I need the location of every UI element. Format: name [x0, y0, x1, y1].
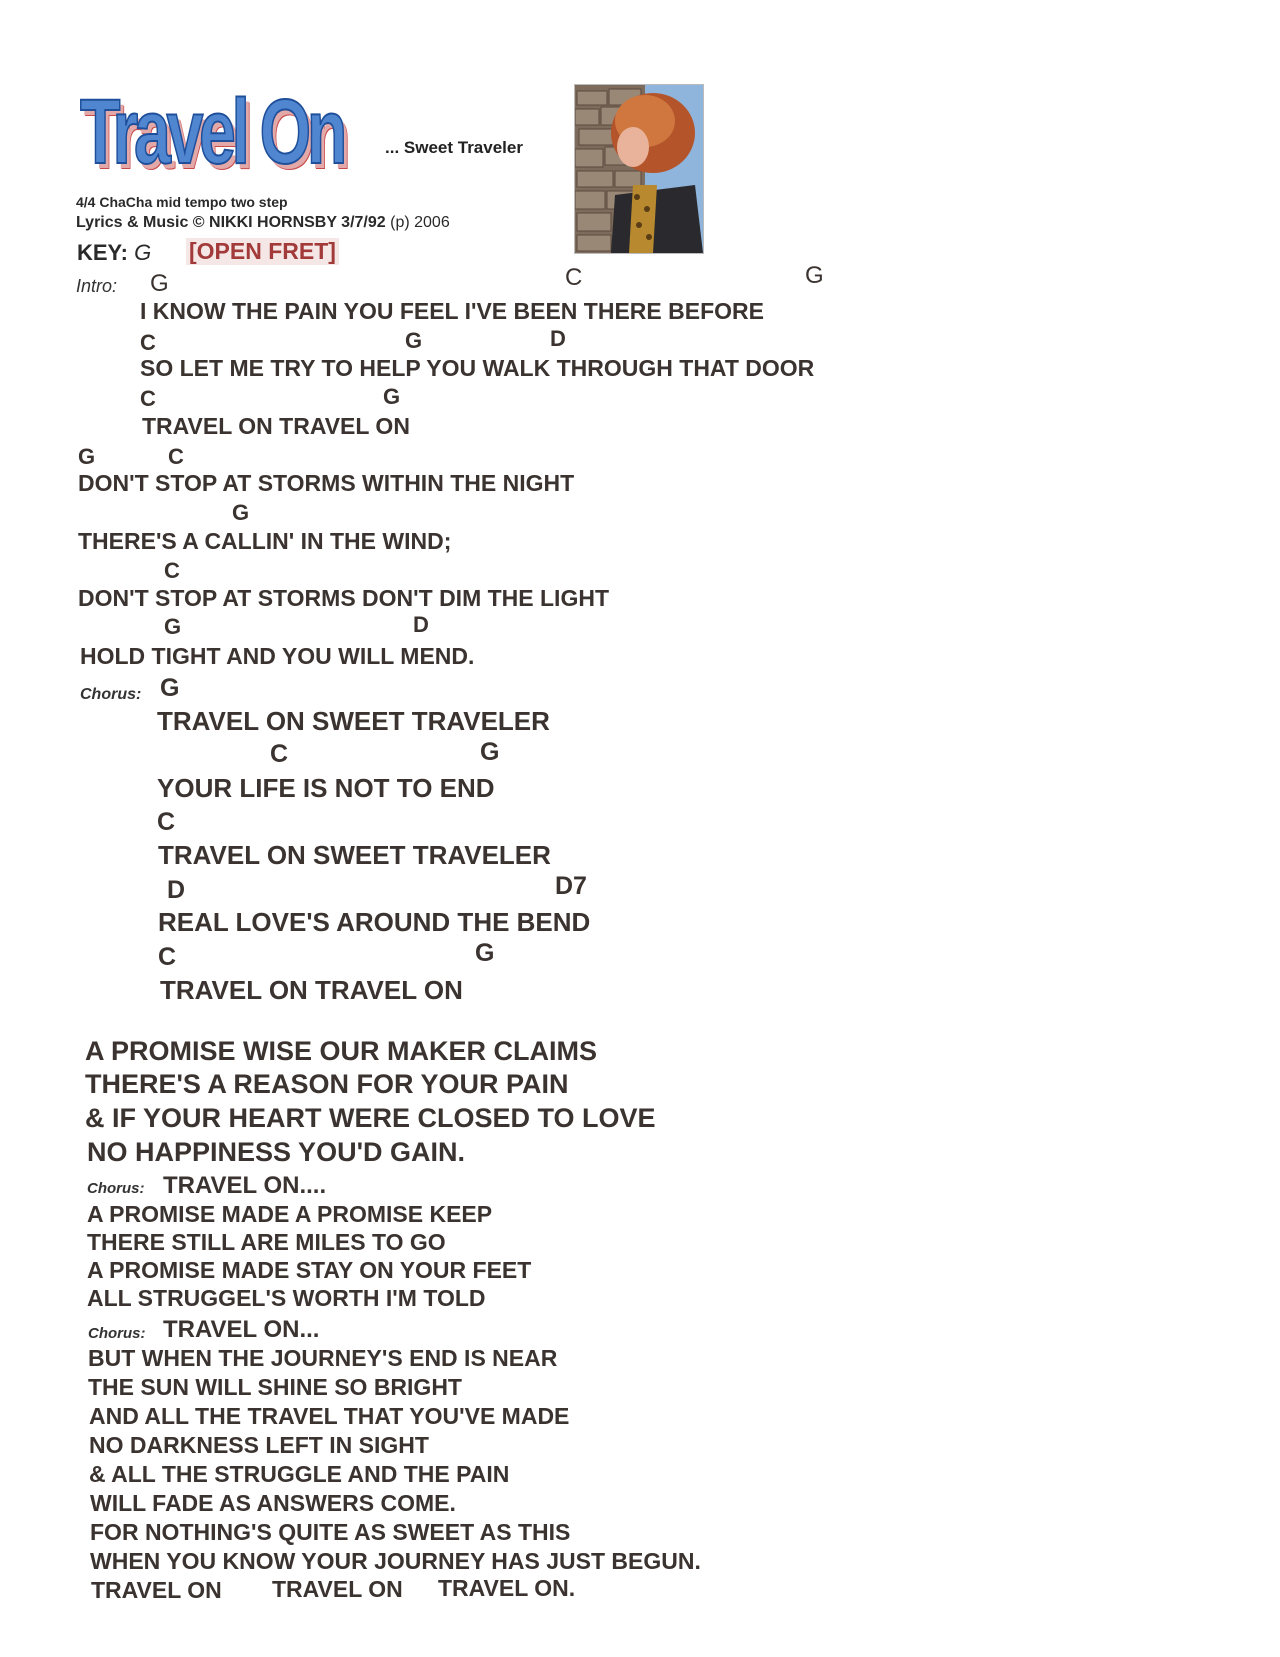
lyric-line: DON'T STOP AT STORMS DON'T DIM THE LIGHT	[78, 585, 609, 611]
chord: C	[270, 740, 289, 768]
chord: C	[140, 386, 156, 411]
key-label: KEY:	[77, 240, 128, 265]
chord: G	[150, 270, 169, 297]
lyric-line: A PROMISE WISE OUR MAKER CLAIMS	[85, 1036, 598, 1066]
artist-photo	[574, 84, 704, 254]
chord: G	[383, 384, 401, 409]
chorus-label: Chorus:	[80, 686, 142, 703]
tempo-info: 4/4 ChaCha mid tempo two step	[76, 194, 288, 210]
key-line	[77, 240, 151, 266]
chord: C	[140, 330, 156, 355]
intro-label: Intro:	[76, 276, 118, 296]
chord: C	[158, 943, 177, 971]
chord: D	[413, 612, 429, 637]
lyric-line: TRAVEL ON SWEET TRAVELER	[158, 840, 551, 870]
lyric-line: THE SUN WILL SHINE SO BRIGHT	[88, 1374, 462, 1400]
credits	[76, 214, 450, 232]
lyric-line: HOLD TIGHT AND YOU WILL MEND.	[80, 643, 475, 669]
lyric-line: I KNOW THE PAIN YOU FEEL I'VE BEEN THERE BEFORE	[140, 298, 764, 324]
chord: C	[157, 808, 176, 836]
chord: G	[405, 328, 423, 353]
chord: G	[232, 500, 250, 525]
lyric-line: THERE'S A REASON FOR YOUR PAIN	[85, 1069, 569, 1099]
lyric-line: FOR NOTHING'S QUITE AS SWEET AS THIS	[90, 1519, 571, 1545]
chord: G	[805, 262, 824, 289]
key-value: G	[134, 240, 152, 265]
chord: D	[167, 876, 186, 904]
fret-note: [OPEN FRET]	[186, 238, 339, 265]
chord: C	[565, 264, 583, 291]
lyric-line: A PROMISE MADE STAY ON YOUR FEET	[87, 1257, 532, 1283]
chord: C	[164, 558, 180, 583]
chord: G	[480, 738, 500, 766]
lyric-line: THERE'S A CALLIN' IN THE WIND;	[78, 528, 452, 554]
lyric-line: AND ALL THE TRAVEL THAT YOU'VE MADE	[89, 1403, 570, 1429]
lyric-line: NO HAPPINESS YOU'D GAIN.	[87, 1137, 465, 1167]
chorus-reference: TRAVEL ON...	[163, 1316, 320, 1343]
ending-line: TRAVEL ON	[272, 1576, 403, 1602]
lyric-line: TRAVEL ON TRAVEL ON	[142, 413, 410, 439]
song-subtitle: ... Sweet Traveler	[385, 138, 523, 157]
ending-line: TRAVEL ON	[91, 1577, 222, 1603]
ending-line: TRAVEL ON.	[438, 1575, 576, 1601]
lyric-line: SO LET ME TRY TO HELP YOU WALK THROUGH THAT DOOR	[140, 355, 815, 381]
chord: G	[78, 444, 96, 469]
lyric-line: TRAVEL ON SWEET TRAVELER	[157, 706, 550, 736]
lyric-line: WHEN YOU KNOW YOUR JOURNEY HAS JUST BEGUN.	[90, 1548, 701, 1574]
chord: G	[475, 939, 495, 967]
lyric-line: DON'T STOP AT STORMS WITHIN THE NIGHT	[78, 470, 575, 496]
lyric-line: NO DARKNESS LEFT IN SIGHT	[89, 1432, 429, 1458]
chord: G	[160, 674, 180, 702]
artist-photo-image	[575, 85, 703, 253]
chord: G	[164, 614, 182, 639]
credits-publishing: (p) 2006	[390, 214, 450, 231]
lyric-line: THERE STILL ARE MILES TO GO	[87, 1229, 446, 1255]
lyric-line: BUT WHEN THE JOURNEY'S END IS NEAR	[88, 1345, 558, 1371]
lyric-line: A PROMISE MADE A PROMISE KEEP	[87, 1201, 493, 1227]
lyric-line: YOUR LIFE IS NOT TO END	[157, 773, 495, 803]
song-title: Travel On	[80, 81, 344, 183]
lyric-line: WILL FADE AS ANSWERS COME.	[90, 1490, 456, 1516]
lyric-line: ALL STRUGGEL'S WORTH I'M TOLD	[87, 1285, 486, 1311]
lyric-line: REAL LOVE'S AROUND THE BEND	[158, 907, 591, 937]
lyric-line: & IF YOUR HEART WERE CLOSED TO LOVE	[85, 1103, 656, 1133]
chord: D	[550, 326, 566, 351]
chorus-label: Chorus:	[87, 1180, 145, 1197]
chorus-reference: TRAVEL ON....	[163, 1172, 327, 1199]
chorus-label: Chorus:	[88, 1325, 146, 1342]
chord: C	[168, 444, 184, 469]
chord: D7	[555, 872, 587, 900]
lyric-line: TRAVEL ON TRAVEL ON	[160, 975, 463, 1005]
lyric-line: & ALL THE STRUGGLE AND THE PAIN	[89, 1461, 510, 1487]
credits-text: Lyrics & Music © NIKKI HORNSBY 3/7/92	[76, 214, 386, 231]
